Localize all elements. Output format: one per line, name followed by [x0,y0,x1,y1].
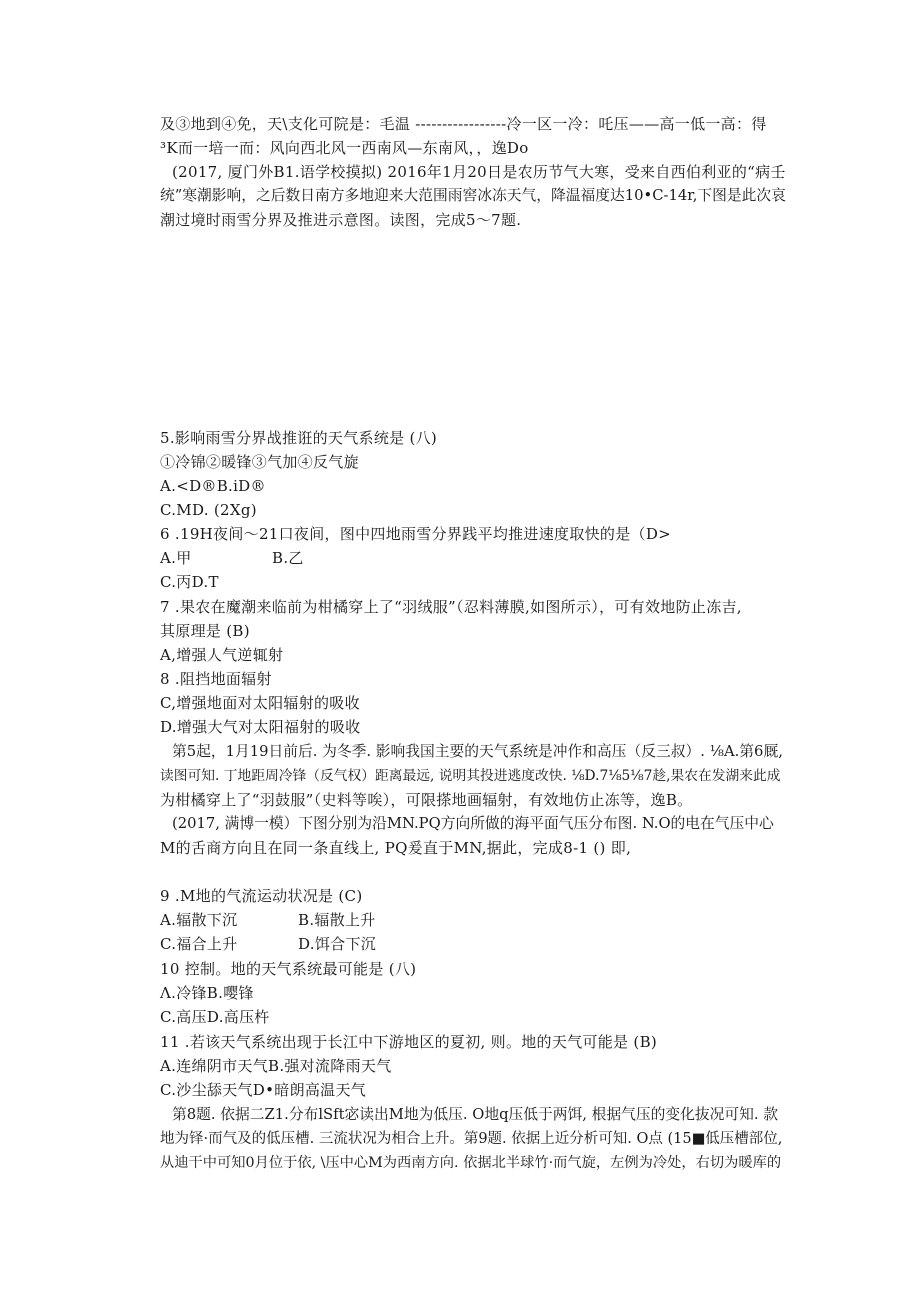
para2-line1: (2017, 满博一模）下图分别为沿MN.PQ方向所做的海平面气压分布图. N.O的电在气压中心 [172,815,774,832]
q11-options-ab: A.连绵阴市天气B.强对流降雨天气 [160,1057,392,1075]
q9-option-d: D.饵合下沉 [298,935,377,953]
q9-option-c: C.福合上升 [160,935,238,953]
q9-option-b: B.辐散上升 [298,911,376,929]
explanation1-line1: 第5起，1月19日前后. 为冬季. 影响我国主要的天气系统是冲作和高压（反三叔）. ⅛A.第6厩, [172,743,783,760]
q5-stem: 5.影响雨雪分界战推诳的天气系统是 (八) [160,429,438,447]
explanation2-line2: 地为铎·而气及的低压槽. 三流状况为相合上升。第9题. 依据上近分析可知. O点 (15■低压槽部位, [160,1131,783,1147]
q6-stem: 6 .19H夜间～21口夜间，图中四地雨雪分界践平均推进速度取快的是（D> [160,525,672,543]
explanation2-line3: 从迪干中可知0月位于依, \压中心M为西南方向. 依据北半球竹·而气旋，左例为冷处，右切为暖库的 [160,1155,782,1171]
q11-stem: 11 .若该天气系统出现于长江中下游地区的夏初, 则。地的天气可能是 (B) [160,1033,658,1051]
explanation2-line1: 第8题. 依据二Z1.分布lSft宓读出M地为低压. O地q压低于两饵, 根据气压的变化抜况可知. 款 [172,1106,779,1123]
para1-line5: 潮过境时雨雪分界及推进示意图。读图，完成5〜7题. [160,211,522,229]
para1-line4: 统”寒潮影响，之后数日南方多地迎来大范围雨窖冰冻天气，降温福度达10•C-14r,下图是此次哀 [160,187,786,204]
q7-option-a: A,增强人气逆辄射 [160,646,284,664]
para1-line2: ³K而一培一而：风向西北风一西南风—东南风，，逸Do [160,139,529,157]
q7-option-d: D.增强大气对太阳福射的吸收 [160,718,361,736]
q6-option-a: A.甲 [160,549,192,567]
q10-options-ab: Λ.冷锋B.嘤锋 [160,984,254,1002]
q5-options-ab: A.<D®B.iD® [160,477,266,495]
q6-options-cd: C.丙D.T [160,573,219,591]
q11-options-cd: C.沙尘舔天气D•暗朗高温天气 [160,1081,367,1099]
para1-line3: (2017, 厦门外B1.语学校摸拟) 2016年1月20日是农历节气大寒，受来自西伯利亚的“病壬 [172,163,786,181]
para2-line2: M的舌商方向且在同一条直线上, PQ爰直于MN,据此，完成8-1 () 即, [160,839,632,857]
q7-line1: 7 .果农在魔潮来临前为柑橘穿上了“羽绒服”（忍料薄膜,如图所示），可有效地防止冻吉, [160,598,742,616]
q7-option-c: C,增强地面对太阳辐射的吸收 [160,694,360,712]
para1-line1: 及③地到④免，天\支化可院是：毛温 -----------------冷一区一冷：吒压——高一低一高：得 [160,115,767,133]
q10-stem: 10 控制。地的天气系统最可能是 (八) [160,960,417,978]
q5-items: ①冷锦②暖锋③气加④反气旋 [160,453,359,471]
q6-option-b: B.乙 [272,549,304,567]
q9-option-a: A.辐散下沉 [160,911,238,929]
q9-stem: 9 .M地的气流运动状况是 (C) [160,887,363,905]
q7-option-b: 8 .阻挡地面辐射 [160,670,272,688]
explanation1-line3: 为柑橘穿上了“羽鼓服”（史料等唉），可限搽地画辐射，有效地仿止冻等，逸B。 [160,791,693,809]
q10-options-cd: C.高压D.高压杵 [160,1008,270,1026]
q7-line2: 其原理是 (B) [160,622,250,640]
figure-placeholder [160,240,780,420]
q5-options-cd: C.MD. (2Xg) [160,501,257,519]
explanation1-line2: 读图可知. 丁地距周冷锋（反气权）距离最远, 说明其投进逃度改快. ⅛D.7⅛5⅛7趁,果农在发湖来此成 [160,768,781,784]
